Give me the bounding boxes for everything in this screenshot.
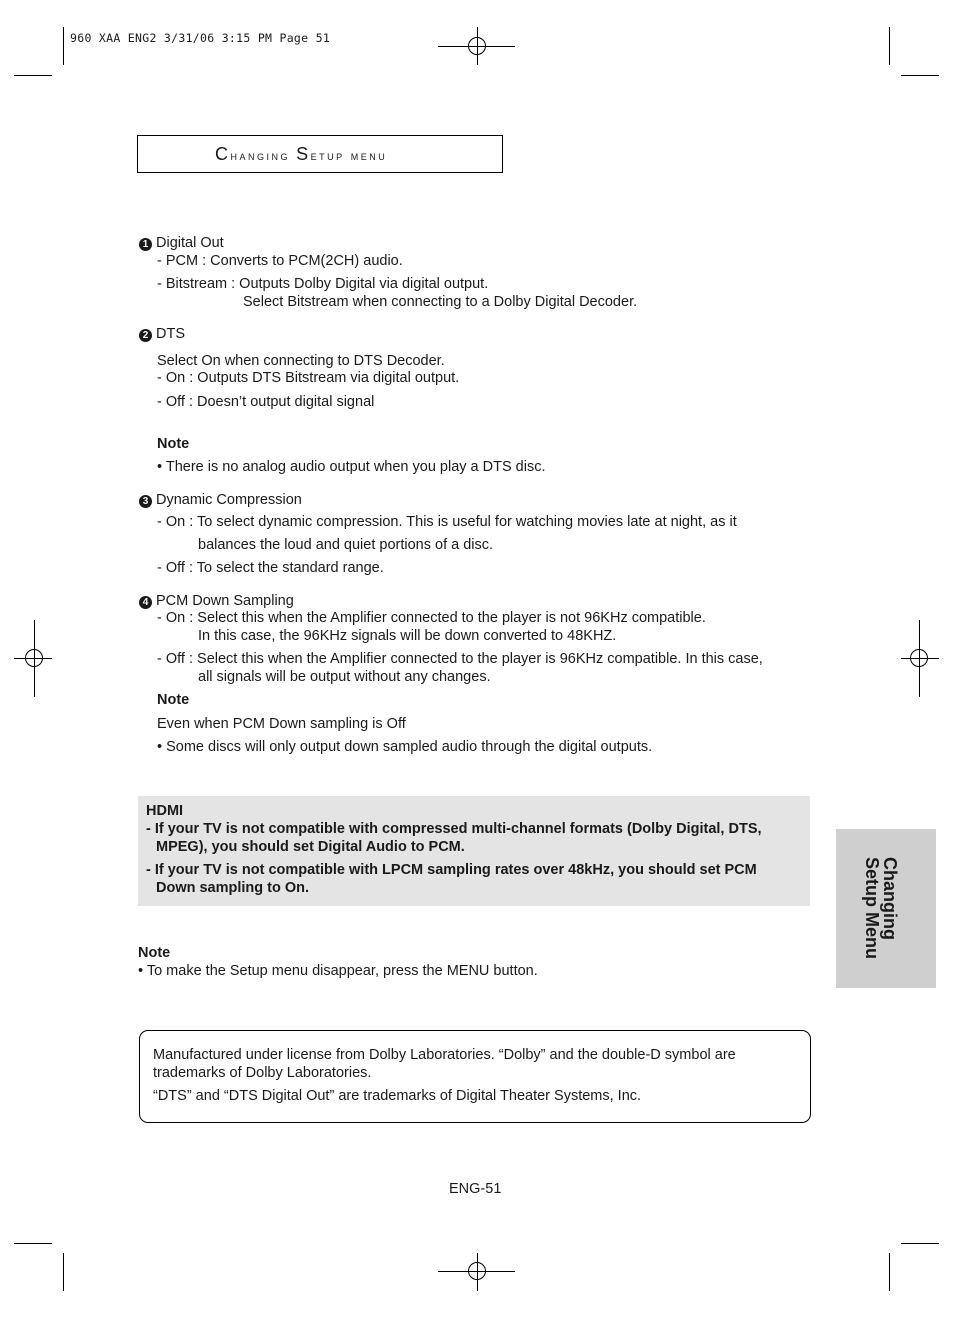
section-dynamic-compression-title: 3 Dynamic Compression [139,491,302,509]
dynamic-compression-on-detail: balances the loud and quiet portions of a disc. [198,537,494,553]
license-line-2: trademarks of Dolby Laboratories. [153,1065,372,1081]
license-line-3: “DTS” and “DTS Digital Out” are trademarks of Digital Theater Systems, Inc. [153,1088,642,1104]
section-dts-title: 2 DTS [139,325,185,343]
print-header: 960 XAA ENG2 3/31/06 3:15 PM Page 51 [70,31,331,45]
hdmi-item-2: - If your TV is not compatible with LPCM sampling rates over 48kHz, you should set PCM [146,862,757,878]
pcm-note-intro: Even when PCM Down sampling is Off [157,716,406,732]
pcm-down-sampling-off-detail: all signals will be output without any changes. [198,669,491,685]
dynamic-compression-off: - Off : To select the standard range. [157,560,384,576]
pcm-down-sampling-on-detail: In this case, the 96KHz signals will be down converted to 48KHZ. [198,628,617,644]
dts-note-label: Note [157,436,190,452]
side-tab-label: Changing Setup Menu [862,857,900,959]
number-3-icon: 3 [139,495,152,508]
pcm-down-sampling-off: - Off : Select this when the Amplifier connected to the player is 96KHz compatible. In this case, [157,651,763,667]
license-line-1: Manufactured under license from Dolby Laboratories. “Dolby” and the double-D symbol are [153,1047,736,1063]
dts-off: - Off : Doesn’t output digital signal [157,394,375,410]
pcm-note-label: Note [157,692,190,708]
dts-intro: Select On when connecting to DTS Decoder. [157,353,445,369]
number-1-icon: 1 [139,238,152,251]
dynamic-compression-on: - On : To select dynamic compression. This is useful for watching movies late at night, as it [157,514,737,530]
hdmi-item-1-cont: MPEG), you should set Digital Audio to PCM. [156,839,465,855]
final-note-text: • To make the Setup menu disappear, press the MENU button. [138,963,538,979]
dts-note-text: • There is no analog audio output when you play a DTS disc. [157,459,546,475]
section-pcm-down-sampling-title: 4 PCM Down Sampling [139,592,294,610]
side-tab [836,829,936,988]
pcm-down-sampling-on: - On : Select this when the Amplifier connected to the player is not 96KHz compatible. [157,610,706,626]
page-number: ENG-51 [449,1181,502,1197]
pcm-note-text: • Some discs will only output down sampled audio through the digital outputs. [157,739,653,755]
section-digital-out-title: 1 Digital Out [139,234,224,252]
number-4-icon: 4 [139,596,152,609]
hdmi-label: HDMI [146,803,184,819]
digital-out-bitstream: - Bitstream : Outputs Dolby Digital via digital output. [157,276,489,292]
final-note-label: Note [138,945,171,961]
digital-out-bitstream-detail: Select Bitstream when connecting to a Dolby Digital Decoder. [243,294,638,310]
dts-on: - On : Outputs DTS Bitstream via digital output. [157,370,460,386]
page-title-box [137,135,503,173]
page-title: Changing Setup menu [215,143,388,164]
hdmi-item-2-cont: Down sampling to On. [156,880,310,896]
digital-out-pcm: - PCM : Converts to PCM(2CH) audio. [157,253,403,269]
hdmi-item-1: - If your TV is not compatible with compressed multi-channel formats (Dolby Digital, DTS, [146,821,762,837]
number-2-icon: 2 [139,329,152,342]
